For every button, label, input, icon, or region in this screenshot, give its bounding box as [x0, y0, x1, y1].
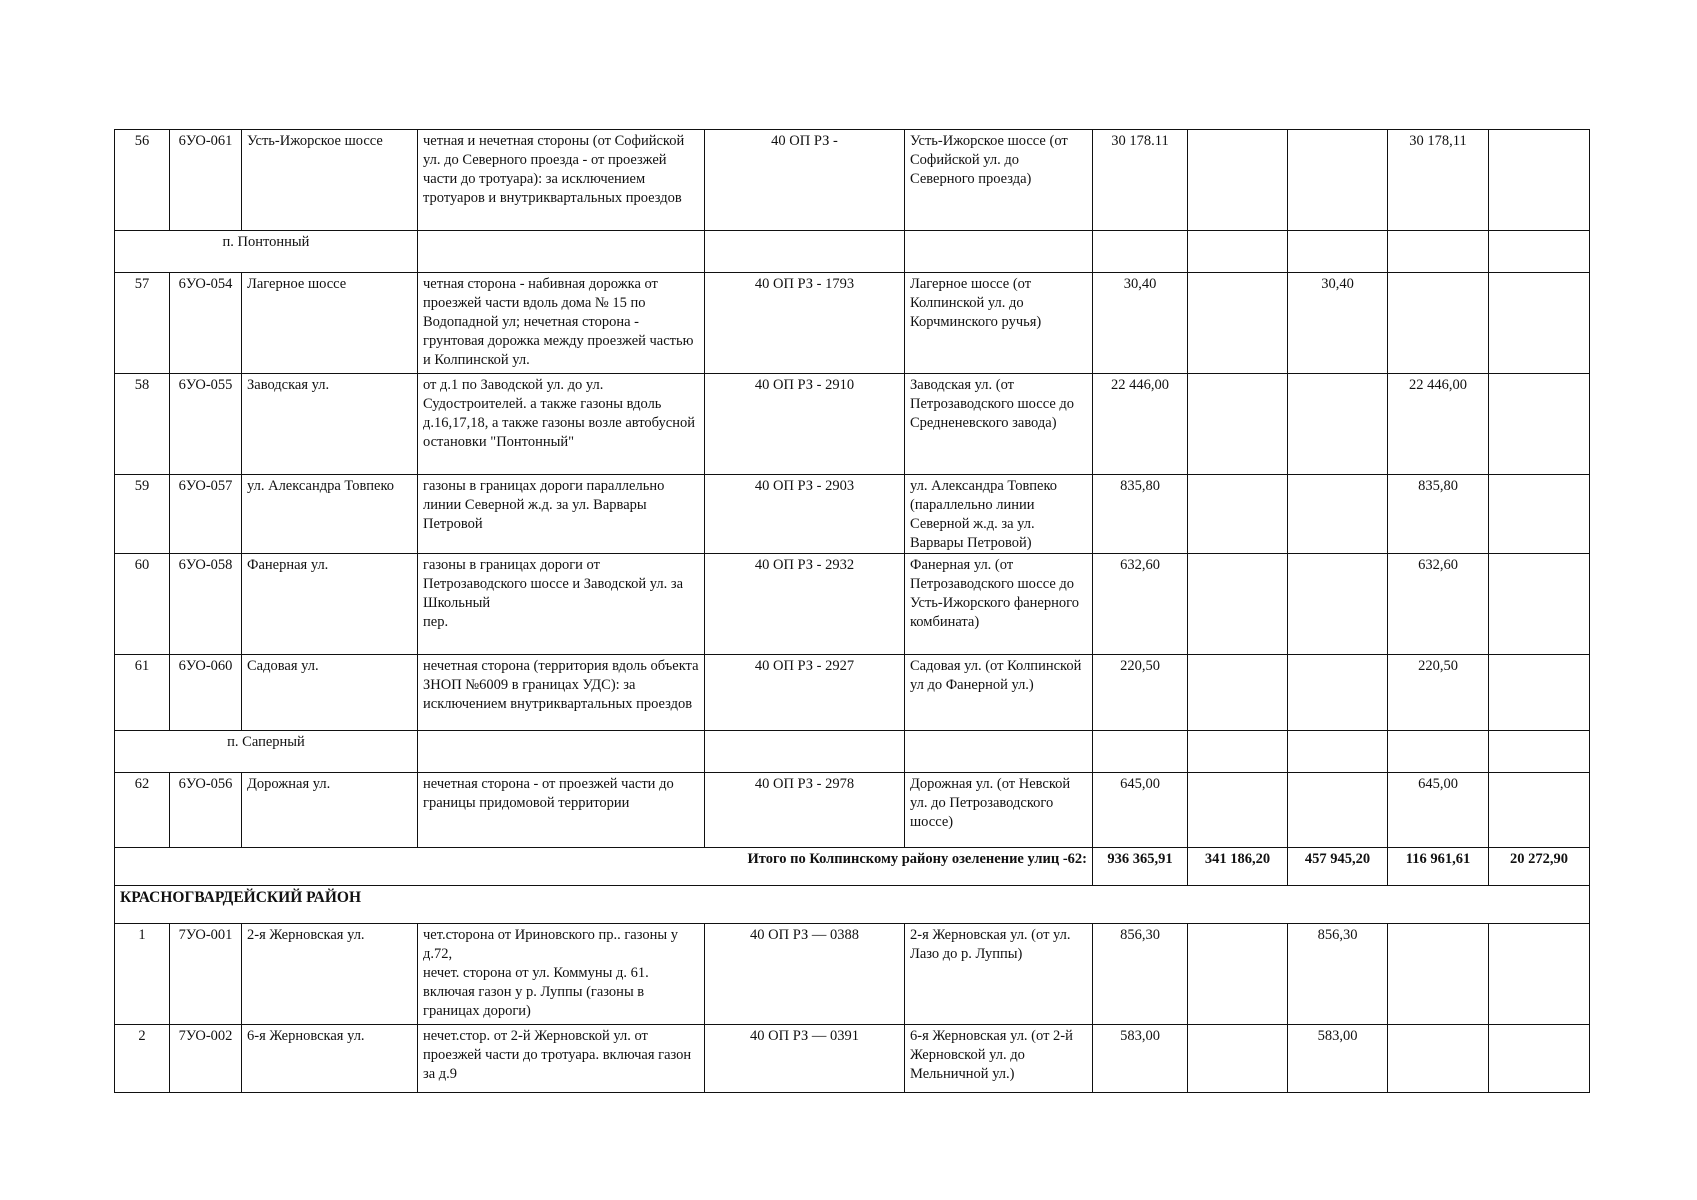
object-code: 6УО-061 — [170, 130, 242, 231]
area-col-1: 341 186,20 — [1188, 848, 1288, 886]
area-total: 30,40 — [1093, 273, 1188, 374]
area-col-4 — [1489, 273, 1590, 374]
empty-cell — [1489, 231, 1590, 273]
area-col-1 — [1188, 554, 1288, 655]
area-col-2: 30,40 — [1288, 273, 1388, 374]
road-boundaries: Усть-Ижорское шоссе (от Софийской ул. до Северного проезда) — [905, 130, 1093, 231]
location-description: от д.1 по Заводской ул. до ул. Судостроителей. а также газоны вдоль д.16,17,18, а также газоны возле автобусной остановки "Понтонный" — [418, 374, 705, 475]
row-number: 58 — [115, 374, 170, 475]
area-col-4 — [1489, 374, 1590, 475]
object-code: 6УО-056 — [170, 773, 242, 848]
empty-cell — [1489, 731, 1590, 773]
table-row — [115, 655, 1590, 731]
subsection-row — [115, 231, 1590, 273]
object-code: 6УО-060 — [170, 655, 242, 731]
road-registry-id: 40 ОП РЗ - 1793 — [705, 273, 905, 374]
empty-cell — [418, 231, 705, 273]
street-name: Лагерное шоссе — [242, 273, 418, 374]
subsection-row — [115, 731, 1590, 773]
location-description: чет.сторона от Ириновского пр.. газоны у д.72, нечет. сторона от ул. Коммуны д. 61. включая газон у р. Луппы (газоны в границах дороги) — [418, 924, 705, 1025]
object-code: 6УО-055 — [170, 374, 242, 475]
object-code: 6УО-058 — [170, 554, 242, 655]
area-col-2: 583,00 — [1288, 1025, 1388, 1093]
empty-cell — [905, 731, 1093, 773]
area-col-3: 220,50 — [1388, 655, 1489, 731]
location-description: нечетная сторона (территория вдоль объекта ЗНОП №6009 в границах УДС): за исключением внутриквартальных проездов — [418, 655, 705, 731]
area-col-2 — [1288, 554, 1388, 655]
road-boundaries: 2-я Жерновская ул. (от ул. Лазо до р. Луппы) — [905, 924, 1093, 1025]
table-row — [115, 1025, 1590, 1093]
area-col-4: 20 272,90 — [1489, 848, 1590, 886]
table-row — [115, 924, 1590, 1025]
row-number: 59 — [115, 475, 170, 554]
street-name: 2-я Жерновская ул. — [242, 924, 418, 1025]
object-code: 7УО-002 — [170, 1025, 242, 1093]
area-col-4 — [1489, 924, 1590, 1025]
table-row — [115, 130, 1590, 231]
location-description: газоны в границах дороги от Петрозаводского шоссе и Заводской ул. за Школьный пер. — [418, 554, 705, 655]
street-name: ул. Александра Товпеко — [242, 475, 418, 554]
location-description: четная сторона - набивная дорожка от проезжей части вдоль дома № 15 по Водопадной ул; нечетная сторона - грунтовая дорожка между проезжей частью и Колпинской ул. — [418, 273, 705, 374]
row-number: 2 — [115, 1025, 170, 1093]
road-boundaries: 6-я Жерновская ул. (от 2-й Жерновской ул. до Мельничной ул.) — [905, 1025, 1093, 1093]
area-col-3 — [1388, 1025, 1489, 1093]
road-registry-id: 40 ОП РЗ - 2932 — [705, 554, 905, 655]
empty-cell — [418, 731, 705, 773]
subsection-label: п. Понтонный — [115, 231, 418, 273]
area-col-1 — [1188, 475, 1288, 554]
object-code: 6УО-057 — [170, 475, 242, 554]
road-registry-id: 40 ОП РЗ - 2927 — [705, 655, 905, 731]
street-name: Усть-Ижорское шоссе — [242, 130, 418, 231]
road-registry-id: 40 ОП РЗ — 0391 — [705, 1025, 905, 1093]
area-col-4 — [1489, 773, 1590, 848]
location-description: четная и нечетная стороны (от Софийской ул. до Северного проезда - от проезжей части до тротуара): за исключением тротуаров и внутриквартальных проездов — [418, 130, 705, 231]
street-name: Заводская ул. — [242, 374, 418, 475]
table-row — [115, 475, 1590, 554]
area-total: 220,50 — [1093, 655, 1188, 731]
empty-cell — [1093, 731, 1188, 773]
location-description: газоны в границах дороги параллельно линии Северной ж.д. за ул. Варвары Петровой — [418, 475, 705, 554]
row-number: 61 — [115, 655, 170, 731]
empty-cell — [1188, 731, 1288, 773]
area-total: 632,60 — [1093, 554, 1188, 655]
total-row — [115, 848, 1590, 886]
area-col-1 — [1188, 773, 1288, 848]
street-name: Садовая ул. — [242, 655, 418, 731]
area-total: 30 178.11 — [1093, 130, 1188, 231]
area-col-3: 116 961,61 — [1388, 848, 1489, 886]
empty-cell — [905, 231, 1093, 273]
table-row — [115, 273, 1590, 374]
area-col-4 — [1489, 475, 1590, 554]
area-col-4 — [1489, 554, 1590, 655]
road-boundaries: ул. Александра Товпеко (параллельно линии Северной ж.д. за ул. Варвары Петровой) — [905, 475, 1093, 554]
greening-table — [114, 129, 1590, 1093]
area-total: 856,30 — [1093, 924, 1188, 1025]
road-registry-id: 40 ОП РЗ — 0388 — [705, 924, 905, 1025]
empty-cell — [1288, 231, 1388, 273]
district-heading: КРАСНОГВАРДЕЙСКИЙ РАЙОН — [115, 886, 1590, 924]
area-col-2 — [1288, 130, 1388, 231]
area-col-4 — [1489, 1025, 1590, 1093]
road-registry-id: 40 ОП РЗ - — [705, 130, 905, 231]
area-col-4 — [1489, 655, 1590, 731]
empty-cell — [705, 231, 905, 273]
area-col-3 — [1388, 924, 1489, 1025]
road-boundaries: Дорожная ул. (от Невской ул. до Петрозаводского шоссе) — [905, 773, 1093, 848]
table-row — [115, 374, 1590, 475]
object-code: 6УО-054 — [170, 273, 242, 374]
area-total: 583,00 — [1093, 1025, 1188, 1093]
area-total: 936 365,91 — [1093, 848, 1188, 886]
road-registry-id: 40 ОП РЗ - 2978 — [705, 773, 905, 848]
empty-cell — [705, 731, 905, 773]
area-col-3 — [1388, 273, 1489, 374]
area-col-1 — [1188, 273, 1288, 374]
area-col-2 — [1288, 475, 1388, 554]
area-col-2: 457 945,20 — [1288, 848, 1388, 886]
area-col-3: 835,80 — [1388, 475, 1489, 554]
road-registry-id: 40 ОП РЗ - 2910 — [705, 374, 905, 475]
area-col-1 — [1188, 1025, 1288, 1093]
empty-cell — [1388, 731, 1489, 773]
row-number: 56 — [115, 130, 170, 231]
row-number: 1 — [115, 924, 170, 1025]
object-code: 7УО-001 — [170, 924, 242, 1025]
road-registry-id: 40 ОП РЗ - 2903 — [705, 475, 905, 554]
area-total: 22 446,00 — [1093, 374, 1188, 475]
road-boundaries: Лагерное шоссе (от Колпинской ул. до Корчминского ручья) — [905, 273, 1093, 374]
location-description: нечетная сторона - от проезжей части до границы придомовой территории — [418, 773, 705, 848]
empty-cell — [1093, 231, 1188, 273]
location-description: нечет.стор. от 2-й Жерновской ул. от проезжей части до тротуара. включая газон за д.9 — [418, 1025, 705, 1093]
district-heading-row — [115, 886, 1590, 924]
area-total: 835,80 — [1093, 475, 1188, 554]
road-boundaries: Заводская ул. (от Петрозаводского шоссе до Средненевского завода) — [905, 374, 1093, 475]
area-col-2 — [1288, 655, 1388, 731]
table-body — [115, 130, 1590, 1093]
street-name: Дорожная ул. — [242, 773, 418, 848]
area-col-3: 645,00 — [1388, 773, 1489, 848]
area-col-1 — [1188, 130, 1288, 231]
empty-cell — [1388, 231, 1489, 273]
empty-cell — [1188, 231, 1288, 273]
area-col-2 — [1288, 374, 1388, 475]
area-col-3: 22 446,00 — [1388, 374, 1489, 475]
area-col-1 — [1188, 655, 1288, 731]
row-number: 60 — [115, 554, 170, 655]
subsection-label: п. Саперный — [115, 731, 418, 773]
area-col-2: 856,30 — [1288, 924, 1388, 1025]
street-name: Фанерная ул. — [242, 554, 418, 655]
area-col-2 — [1288, 773, 1388, 848]
table-row — [115, 773, 1590, 848]
table-row — [115, 554, 1590, 655]
row-number: 57 — [115, 273, 170, 374]
area-col-3: 632,60 — [1388, 554, 1489, 655]
road-boundaries: Садовая ул. (от Колпинской ул до Фанерной ул.) — [905, 655, 1093, 731]
street-name: 6-я Жерновская ул. — [242, 1025, 418, 1093]
area-col-3: 30 178,11 — [1388, 130, 1489, 231]
empty-cell — [1288, 731, 1388, 773]
total-label: Итого по Колпинскому району озеленение улиц -62: — [115, 848, 1093, 886]
area-col-1 — [1188, 374, 1288, 475]
area-col-4 — [1489, 130, 1590, 231]
area-col-1 — [1188, 924, 1288, 1025]
road-boundaries: Фанерная ул. (от Петрозаводского шоссе до Усть-Ижорского фанерного комбината) — [905, 554, 1093, 655]
row-number: 62 — [115, 773, 170, 848]
area-total: 645,00 — [1093, 773, 1188, 848]
